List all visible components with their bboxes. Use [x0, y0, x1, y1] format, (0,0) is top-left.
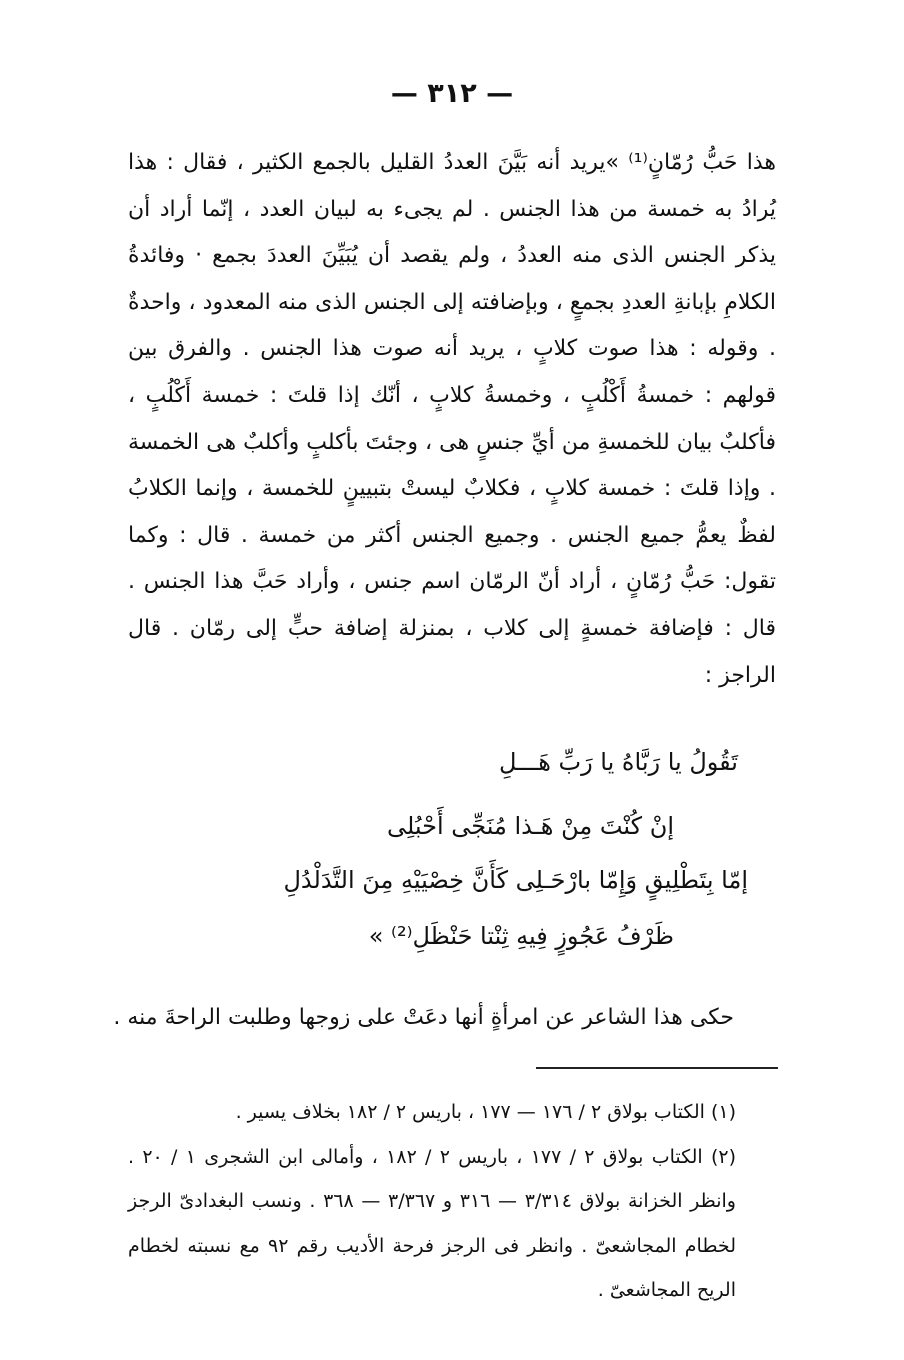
closing-sentence: حكى هذا الشاعر عن امرأةٍ أنها دعَتْ على زوجها وطلبت الراحةَ منه .: [113, 1005, 734, 1030]
footnote-divider: [536, 1067, 778, 1069]
verse-line-2: إنْ كُنْتَ مِنْ هَـذا مُنَجِّى أَحْبُلِى: [386, 812, 674, 840]
main-paragraph: هذا حَبُّ رُمّانٍ⁽¹⁾ »يريد أنه بَيَّنَ العددُ القليل بالجمع الكثير ، فقال : هذا يُرادُ به خمسة من هذا الجنس . لم يجىء به لبيان العدد ، إنّما أراد أن يذكر الجنس الذى منه العددُ ، ولم يقصد أن يُبَيِّنَ العددَ بجمع · وفائدةُ الكلامِ بإبانةِ العددِ بجمعٍ ، وبإضافته إلى الجنس الذى منه المعدود ، واحدةٌ . وقوله : هذا صوت كلابٍ ، يريد أنه صوت هذا الجنس . والفرق بين قولهم : خمسةُ أَكْلُبٍ ، وخمسةُ كلابٍ ، أنّك إذا قلتَ : خمسة أَكْلُبٍ ، فأكلبٌ بيان للخمسةِ من أيِّ جنسٍ هى ، وجئتَ بأكلبٍ وأكلبٌ هى الخمسة . وإذا قلتَ : خمسة كلابٍ ، فكلابٌ ليستْ بتبيينٍ للخمسة ، وإنما الكلابُ لفظٌ يعمُّ جميع الجنس . وجميع الجنس أكثر من خمسة . قال : وكما تقول: حَبُّ رُمّانٍ ، أراد أنّ الرمّان اسم جنس ، وأراد حَبَّ هذا الجنس . قال : فإضافة خمسةٍ إلى كلاب ، بمنزلة إضافة حبٍّ إلى رمّان . قال الراجز :: [128, 150, 776, 688]
footnote-2: (٢) الكتاب بولاق ٢ / ١٧٧ ، باريس ٢ / ١٨٢ ، وأمالى ابن الشجرى ١ / ٢٠ . وانظر الخزانة بولاق ٣/٣١٤ — ٣١٦ و ٣/٣٦٧ — ٣٦٨ . ونسب البغدادىّ الرجز لخطام المجاشعىّ . وانظر فى الرجز فرحة الأديب رقم ٩٢ مع نسبته لخطام الريح المجاشعىّ .: [128, 1145, 737, 1301]
page-number: — ٣١٢ —: [390, 78, 514, 109]
verse-line-4: ظَرْفُ عَجُوزٍ فِيهِ ثِنْتا حَنْظَلِ⁽²⁾ »: [368, 922, 674, 950]
footnotes: [128, 1090, 736, 1313]
footnote-1: (١) الكتاب بولاق ٢ / ١٧٦ — ١٧٧ ، باريس ٢ / ١٨٢ بخلاف يسير .: [235, 1101, 736, 1123]
verse-line-1: تَقُولُ يا رَبَّاهُ يا رَبِّ هَـــلِ: [498, 748, 738, 776]
verse-line-3: إمّا بِتَطْلِيقٍ وَإِمّا بارْحَـلِى كَأَنَّ خِصْيَيْهِ مِنَ التَّدَلْدُلِ: [283, 866, 748, 894]
